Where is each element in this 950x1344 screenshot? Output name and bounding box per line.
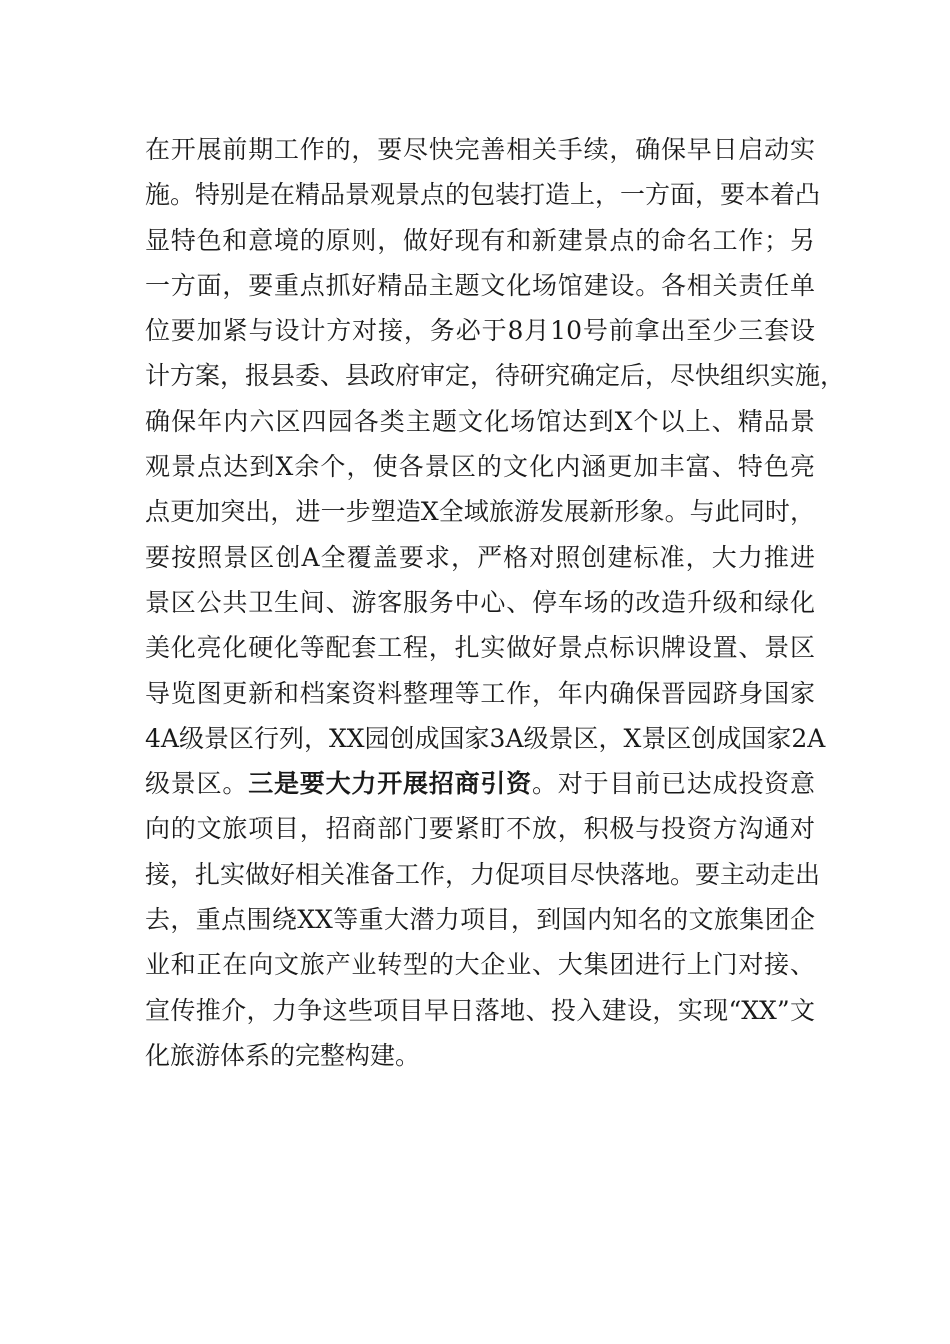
text-line: 导览图更新和档案资料整理等工作，年内确保晋园跻身国家 [145,678,815,708]
text-line: 美化亮化硬化等配套工程，扎实做好景点标识牌设置、景区 [145,633,815,663]
section-heading-inline: 三是要大力开展招商引资 [248,769,532,799]
text-line: 化旅游体系的完整构建。 [145,1040,421,1070]
text-line: 位要加紧与设计方对接，务必于8月10号前拿出至少三套设 [145,316,815,346]
text-line: 宣传推介，力争这些项目早日落地、投入建设，实现“XX”文 [145,995,815,1025]
body-paragraph [145,127,846,1078]
text-line: 向的文旅项目，招商部门要紧盯不放，积极与投资方沟通对 [145,814,815,844]
text-line: 业和正在向文旅产业转型的大企业、大集团进行上门对接、 [145,950,815,980]
text-line: 接，扎实做好相关准备工作，力促项目尽快落地。要主动走出 [145,859,821,889]
text-line: 观景点达到X余个，使各景区的文化内涵更加丰富、特色亮 [145,452,815,482]
text-line: 在开展前期工作的，要尽快完善相关手续，确保早日启动实 [145,135,815,164]
text-line: 一方面，要重点抓好精品主题文化场馆建设。各相关责任单 [145,270,815,300]
text-line: 计方案，报县委、县政府审定，待研究确定后，尽快组织实施， [145,361,846,391]
text-line: 要按照景区创A全覆盖要求，严格对照创建标准，大力推进 [145,542,815,572]
text-line: 去，重点围绕XX等重大潜力项目，到国内知名的文旅集团企 [145,905,815,935]
text-line: 显特色和意境的原则，做好现有和新建景点的命名工作；另 [145,225,815,255]
text-line-with-heading [145,761,815,806]
text-line: 4A级景区行列，XX园创成国家3A级景区，X景区创成国家2A [145,723,826,753]
text-line: 景区公共卫生间、游客服务中心、停车场的改造升级和绿化 [145,587,815,617]
text-segment: 。对于目前已达成投资意 [531,769,815,799]
text-line: 施。特别是在精品景观景点的包装打造上，一方面，要本着凸 [145,180,821,210]
text-segment: 级景区。 [145,769,249,799]
text-line: 确保年内六区四园各类主题文化场馆达到X个以上、精品景 [145,406,815,436]
text-line: 点更加突出，进一步塑造X全域旅游发展新形象。与此同时， [145,497,815,527]
